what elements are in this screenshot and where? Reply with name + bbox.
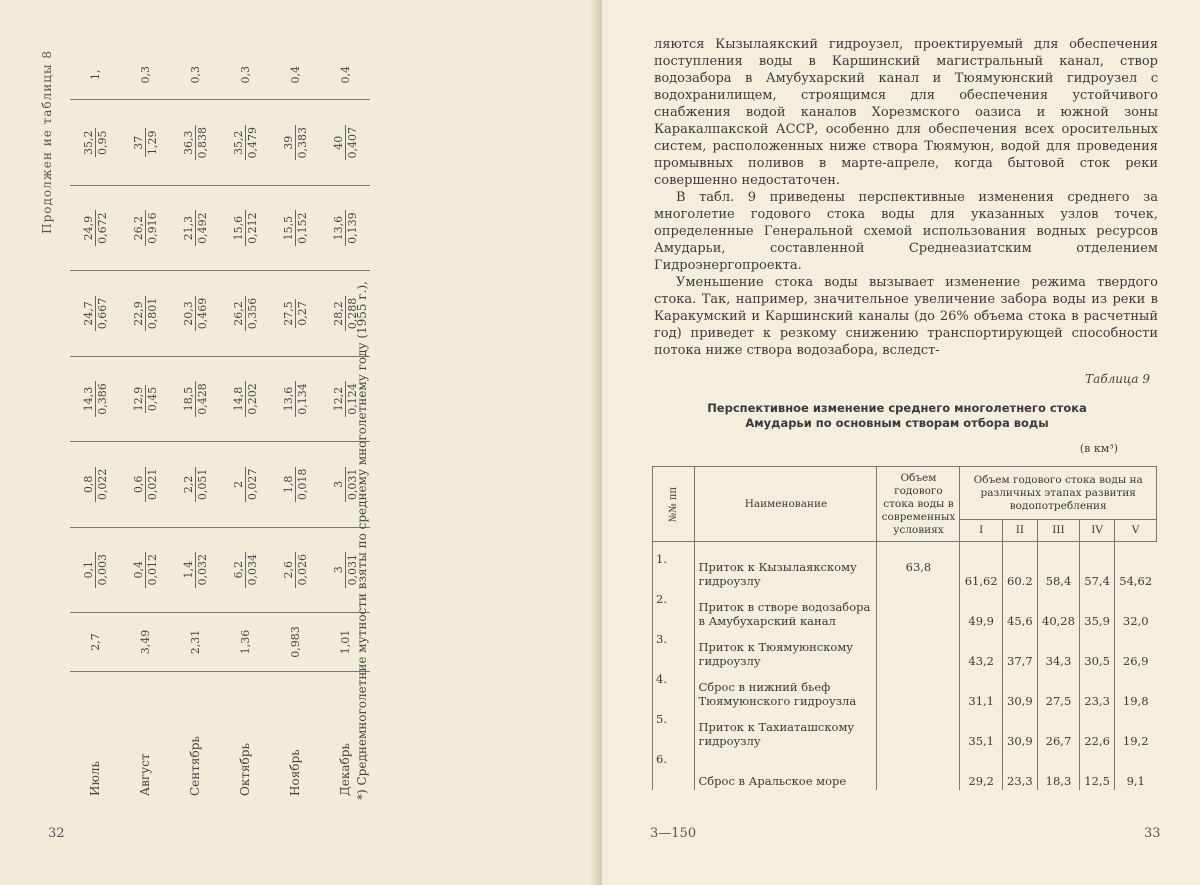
- stage-value-cell: 30,9: [1002, 710, 1037, 750]
- fraction-denominator: 0,356: [245, 297, 259, 330]
- last-cell: 0,4: [270, 50, 320, 100]
- table-9: [652, 466, 1157, 790]
- fraction-cell: [120, 442, 170, 527]
- discharge-cell: 0,983: [270, 613, 320, 672]
- fraction-cell: [170, 271, 220, 356]
- row-index: 3.: [653, 630, 695, 670]
- fraction-cell: [220, 527, 270, 612]
- fraction: [232, 125, 259, 161]
- fraction: [182, 210, 209, 246]
- last-cell: 0,4: [320, 50, 370, 100]
- fraction-cell: [220, 185, 270, 270]
- fraction-denominator: 0,27: [295, 301, 309, 326]
- month-cell: Сентябрь: [188, 736, 202, 796]
- table-title: [652, 401, 1142, 431]
- stage-value-cell: 57,4: [1080, 542, 1115, 591]
- fraction-cell: [120, 271, 170, 356]
- fraction-denominator: 0,026: [295, 554, 309, 586]
- row-index: 4.: [653, 670, 695, 710]
- table-8-continuation: [70, 50, 370, 800]
- fraction-denominator: 0,003: [95, 554, 109, 586]
- fraction-denominator: 0,212: [245, 212, 259, 244]
- fraction-numerator: 35,2: [81, 130, 95, 155]
- table-row: [653, 542, 1157, 591]
- stage-value-cell: 23,3: [1002, 750, 1037, 790]
- fraction-numerator: 3: [332, 552, 346, 588]
- fraction: [132, 467, 159, 503]
- right-page: [602, 0, 1200, 885]
- header-stage-2: II: [1002, 520, 1037, 542]
- stage-value-cell: 23,3: [1080, 670, 1115, 710]
- stage-value-cell: 54,62: [1114, 542, 1156, 591]
- fraction-numerator: 26,2: [132, 210, 146, 246]
- fraction-cell: [70, 442, 120, 527]
- fraction-denominator: 0,031: [345, 468, 359, 501]
- fraction-denominator: 0,051: [195, 468, 209, 501]
- table-8-row: [270, 50, 320, 800]
- fraction: [182, 125, 209, 161]
- paragraph-3: Уменьшение стока воды вызывает изменение режима твердого стока. Так, например, значительное увеличение забора воды из реки в Каракумский и Каршинский каналы (до 26% объема стока в расчетный год) приведет к резкому снижению транспортирующей способности потока ниже створа водозабора, вследст-: [654, 275, 1158, 358]
- header-stage-5: V: [1114, 520, 1156, 542]
- stage-value-cell: 9,1: [1114, 750, 1156, 790]
- continuation-title: Продолжен ие таблицы 8: [40, 50, 54, 234]
- current-volume-cell: 63,8: [877, 542, 960, 791]
- fraction: [282, 210, 309, 246]
- fraction-numerator: 2: [232, 467, 246, 503]
- fraction-numerator: 21,3: [182, 210, 196, 246]
- fraction-cell: [70, 527, 120, 612]
- row-index: 5.: [653, 710, 695, 750]
- fraction-numerator: 35,2: [232, 125, 246, 161]
- header-num: №№ пп: [653, 467, 695, 542]
- fraction-numerator: 37: [132, 128, 146, 157]
- fraction: [82, 467, 109, 503]
- fraction-numerator: 15,5: [282, 210, 296, 246]
- fraction: [132, 385, 159, 414]
- footnote: *) Среднемноголетние мутности взяты по среднему многолетнему году (1955 г.),: [355, 281, 369, 800]
- fraction-numerator: 14,8: [232, 381, 246, 417]
- fraction-numerator: 0,8: [82, 467, 96, 503]
- fraction-numerator: 36,3: [182, 125, 196, 161]
- fraction-numerator: 28,2: [332, 296, 346, 332]
- fraction-denominator: 0,288: [345, 297, 359, 330]
- fraction-numerator: 24,7: [82, 296, 96, 332]
- header-stages: Объем годового стока воды на различных этапах развития водопотребления: [960, 467, 1157, 520]
- header-stage-4: IV: [1080, 520, 1115, 542]
- stage-value-cell: 30,9: [1002, 670, 1037, 710]
- fraction-denominator: 0,152: [295, 212, 309, 244]
- left-page: [0, 0, 598, 885]
- fraction: [182, 296, 209, 332]
- fraction: [182, 381, 209, 417]
- row-name: Сброс в Аральское море: [695, 750, 877, 790]
- fraction: [232, 552, 259, 588]
- row-name: Приток к Кызылаякскому гидроузлу: [695, 542, 877, 591]
- last-cell: 0,3: [170, 50, 220, 100]
- fraction-denominator: 0,027: [245, 468, 259, 501]
- fraction-cell: [220, 100, 270, 185]
- fraction-numerator: 40: [332, 125, 346, 161]
- stage-value-cell: 18,3: [1037, 750, 1080, 790]
- fraction-denominator: 0,012: [145, 554, 159, 586]
- fraction-numerator: 20,3: [182, 296, 196, 332]
- page-number-right: 33: [1144, 826, 1161, 841]
- stage-value-cell: 35,1: [960, 710, 1003, 750]
- fraction: [282, 125, 309, 161]
- fraction-cell: [270, 185, 320, 270]
- fraction: [82, 552, 109, 588]
- fraction-numerator: 15,6: [232, 210, 246, 246]
- fraction-denominator: 0,801: [145, 297, 159, 330]
- table-label: Таблица 9: [1085, 372, 1150, 386]
- fraction-denominator: 0,032: [195, 554, 209, 586]
- stage-value-cell: 19,8: [1114, 670, 1156, 710]
- body-text: [654, 36, 1158, 359]
- fraction-denominator: 0,139: [345, 212, 359, 244]
- stage-value-cell: 34,3: [1037, 630, 1080, 670]
- fraction-denominator: 0,667: [95, 297, 109, 330]
- stage-value-cell: 37,7: [1002, 630, 1037, 670]
- fraction-denominator: 0,45: [145, 386, 159, 412]
- fraction-cell: [170, 100, 220, 185]
- fraction: [282, 552, 309, 588]
- fraction-denominator: 0,479: [245, 126, 259, 159]
- fraction-cell: [320, 100, 370, 185]
- fraction-denominator: 0,492: [195, 212, 209, 244]
- fraction: [132, 128, 159, 157]
- fraction-denominator: 0,916: [145, 212, 159, 244]
- header-stage-3: III: [1037, 520, 1080, 542]
- fraction-numerator: 0,4: [132, 552, 146, 588]
- fraction-denominator: 0,386: [95, 383, 109, 415]
- table-8-row: [70, 50, 120, 800]
- fraction-denominator: 0,95: [95, 130, 109, 155]
- fraction: [82, 210, 109, 246]
- table-8-row: [220, 50, 270, 800]
- fraction-denominator: 0,428: [195, 383, 209, 415]
- fraction-cell: [70, 356, 120, 441]
- fraction: [82, 128, 109, 157]
- fraction-numerator: 0,6: [132, 467, 146, 503]
- fraction: [82, 381, 109, 417]
- fraction-numerator: 1,4: [182, 552, 196, 588]
- fraction: [132, 552, 159, 588]
- fraction-numerator: 13,6: [282, 381, 296, 417]
- fraction-cell: [270, 356, 320, 441]
- last-cell: 0,3: [220, 50, 270, 100]
- last-cell: 1,: [70, 50, 120, 100]
- fraction-cell: [220, 356, 270, 441]
- fraction-cell: [270, 100, 320, 185]
- fraction-numerator: 6,2: [232, 552, 246, 588]
- discharge-cell: 2,31: [170, 613, 220, 672]
- stage-value-cell: 35,9: [1080, 590, 1115, 630]
- fraction-cell: [70, 185, 120, 270]
- header-name: Наименование: [695, 467, 877, 542]
- stage-value-cell: 45,6: [1002, 590, 1037, 630]
- discharge-cell: 1,01: [320, 613, 370, 672]
- fraction-cell: [220, 442, 270, 527]
- fraction: [232, 467, 259, 503]
- row-name: Сброс в нижний бьеф Тюямуюнского гидроузла: [695, 670, 877, 710]
- discharge-cell: 2,7: [70, 613, 120, 672]
- month-cell: Август: [138, 753, 152, 796]
- stage-value-cell: 61,62: [960, 542, 1003, 591]
- fraction: [182, 552, 209, 588]
- fraction-denominator: 1,29: [145, 130, 159, 155]
- month-cell: Ноябрь: [288, 749, 302, 796]
- fraction-cell: [170, 356, 220, 441]
- fraction: [282, 299, 309, 328]
- fraction-numerator: 26,2: [232, 296, 246, 332]
- table-8-row: [170, 50, 220, 800]
- stage-value-cell: 27,5: [1037, 670, 1080, 710]
- fraction: [232, 210, 259, 246]
- fraction-denominator: 0,469: [195, 297, 209, 330]
- fraction-numerator: 3: [332, 467, 346, 503]
- fraction-denominator: 0,134: [295, 383, 309, 415]
- stage-value-cell: 26,7: [1037, 710, 1080, 750]
- header-stage-1: I: [960, 520, 1003, 542]
- stage-value-cell: 29,2: [960, 750, 1003, 790]
- stage-value-cell: 40,28: [1037, 590, 1080, 630]
- fraction-denominator: 0,021: [145, 468, 159, 501]
- header-current: Объем годового стока воды в современных условиях: [877, 467, 960, 542]
- fraction: [182, 467, 209, 503]
- stage-value-cell: 26,9: [1114, 630, 1156, 670]
- fraction-numerator: 1,8: [282, 467, 296, 503]
- row-index: 2.: [653, 590, 695, 630]
- fraction-numerator: 2,2: [182, 467, 196, 503]
- fraction-cell: [120, 185, 170, 270]
- stage-value-cell: 49,9: [960, 590, 1003, 630]
- fraction-numerator: 12,9: [131, 386, 145, 412]
- month-cell: Июль: [88, 760, 102, 796]
- row-index: 1.: [653, 542, 695, 591]
- fraction-denominator: 0,407: [345, 126, 359, 159]
- rotated-table-block: [40, 50, 380, 800]
- signature-mark: 3—150: [650, 826, 697, 841]
- discharge-cell: 1,36: [220, 613, 270, 672]
- row-name: Приток к Тюямуюнскому гидроузлу: [695, 630, 877, 670]
- fraction-denominator: 0,202: [245, 383, 259, 415]
- table-title-line1: Перспективное изменение среднего многолетнего стока: [707, 401, 1087, 415]
- fraction: [282, 467, 309, 503]
- fraction-numerator: 0,1: [82, 552, 96, 588]
- stage-value-cell: 19,2: [1114, 710, 1156, 750]
- month-cell: Октябрь: [238, 743, 252, 796]
- discharge-cell: 3,49: [120, 613, 170, 672]
- fraction-numerator: 39: [282, 125, 296, 161]
- fraction: [132, 210, 159, 246]
- stage-value-cell: 22,6: [1080, 710, 1115, 750]
- table-8-row: [120, 50, 170, 800]
- fraction-cell: [70, 100, 120, 185]
- last-cell: 0,3: [120, 50, 170, 100]
- fraction-numerator: 13,6: [332, 210, 346, 246]
- stage-value-cell: 30,5: [1080, 630, 1115, 670]
- stage-value-cell: 31,1: [960, 670, 1003, 710]
- fraction-denominator: 0,672: [95, 212, 109, 244]
- page-number-left: 32: [48, 826, 65, 841]
- fraction-cell: [220, 271, 270, 356]
- fraction-numerator: 18,5: [182, 381, 196, 417]
- fraction-cell: [120, 100, 170, 185]
- paragraph-2: В табл. 9 приведены перспективные изменения среднего за многолетие годового стока воды для указанных узлов точек, определенные Генеральной схемой использования водных ресурсов Амударьи, составленной Среднеазиатским отделением Гидроэнергопроекта.: [654, 190, 1158, 273]
- row-name: Приток к Тахиаташскому гидроузлу: [695, 710, 877, 750]
- month-cell: Декабрь: [338, 743, 352, 796]
- row-name: Приток в створе водозабора в Амубухарский канал: [695, 590, 877, 630]
- fraction-cell: [270, 271, 320, 356]
- fraction-denominator: 0,034: [245, 554, 259, 586]
- fraction-cell: [120, 527, 170, 612]
- stage-value-cell: 32,0: [1114, 590, 1156, 630]
- fraction: [232, 381, 259, 417]
- fraction-denominator: 0,383: [295, 126, 309, 159]
- row-index: 6.: [653, 750, 695, 790]
- stage-value-cell: 43,2: [960, 630, 1003, 670]
- fraction-cell: [70, 271, 120, 356]
- fraction-numerator: 22,9: [132, 296, 146, 332]
- fraction-cell: [320, 185, 370, 270]
- fraction: [232, 296, 259, 332]
- table-title-line2: Амударьи по основным створам отбора воды: [745, 416, 1049, 430]
- stage-value-cell: 58,4: [1037, 542, 1080, 591]
- fraction-numerator: 24,9: [82, 210, 96, 246]
- fraction-cell: [270, 442, 320, 527]
- fraction-denominator: 0,018: [295, 468, 309, 501]
- fraction-numerator: 12,2: [332, 381, 346, 417]
- fraction-cell: [270, 527, 320, 612]
- fraction-denominator: 0,838: [195, 126, 209, 159]
- fraction-numerator: 27,5: [281, 301, 295, 326]
- fraction-denominator: 0,031: [345, 554, 359, 586]
- stage-value-cell: 12,5: [1080, 750, 1115, 790]
- fraction-cell: [170, 442, 220, 527]
- stage-value-cell: 60.2: [1002, 542, 1037, 591]
- fraction: [282, 381, 309, 417]
- fraction: [332, 210, 359, 246]
- fraction: [132, 296, 159, 332]
- fraction-cell: [120, 356, 170, 441]
- fraction: [332, 125, 359, 161]
- fraction-cell: [170, 185, 220, 270]
- fraction-denominator: 0,022: [95, 468, 109, 501]
- fraction: [82, 296, 109, 332]
- units-label: (в км³): [1079, 442, 1118, 455]
- fraction-numerator: 14,3: [82, 381, 96, 417]
- paragraph-1: ляются Кызылаякский гидроузел, проектируемый для обеспечения поступления воды в Каршинский магистральный канал, створ водозабора в Амубухарский канал и Тюямуюнский гидроузел с водохранилищем, строящимся для обеспечения устойчивого снабжения водой каналов Хорезмского оазиса и южной зоны Каракалпакской АССР, особенно для обеспечения всех оросительных систем, расположенных ниже створа Тюямуюн, водой для проведения промывных поливов в марте-апреле, когда бытовой сток реки совершенно недостаточен.: [654, 37, 1158, 188]
- fraction-denominator: 0,124: [345, 383, 359, 415]
- fraction-numerator: 2,6: [282, 552, 296, 588]
- fraction-cell: [170, 527, 220, 612]
